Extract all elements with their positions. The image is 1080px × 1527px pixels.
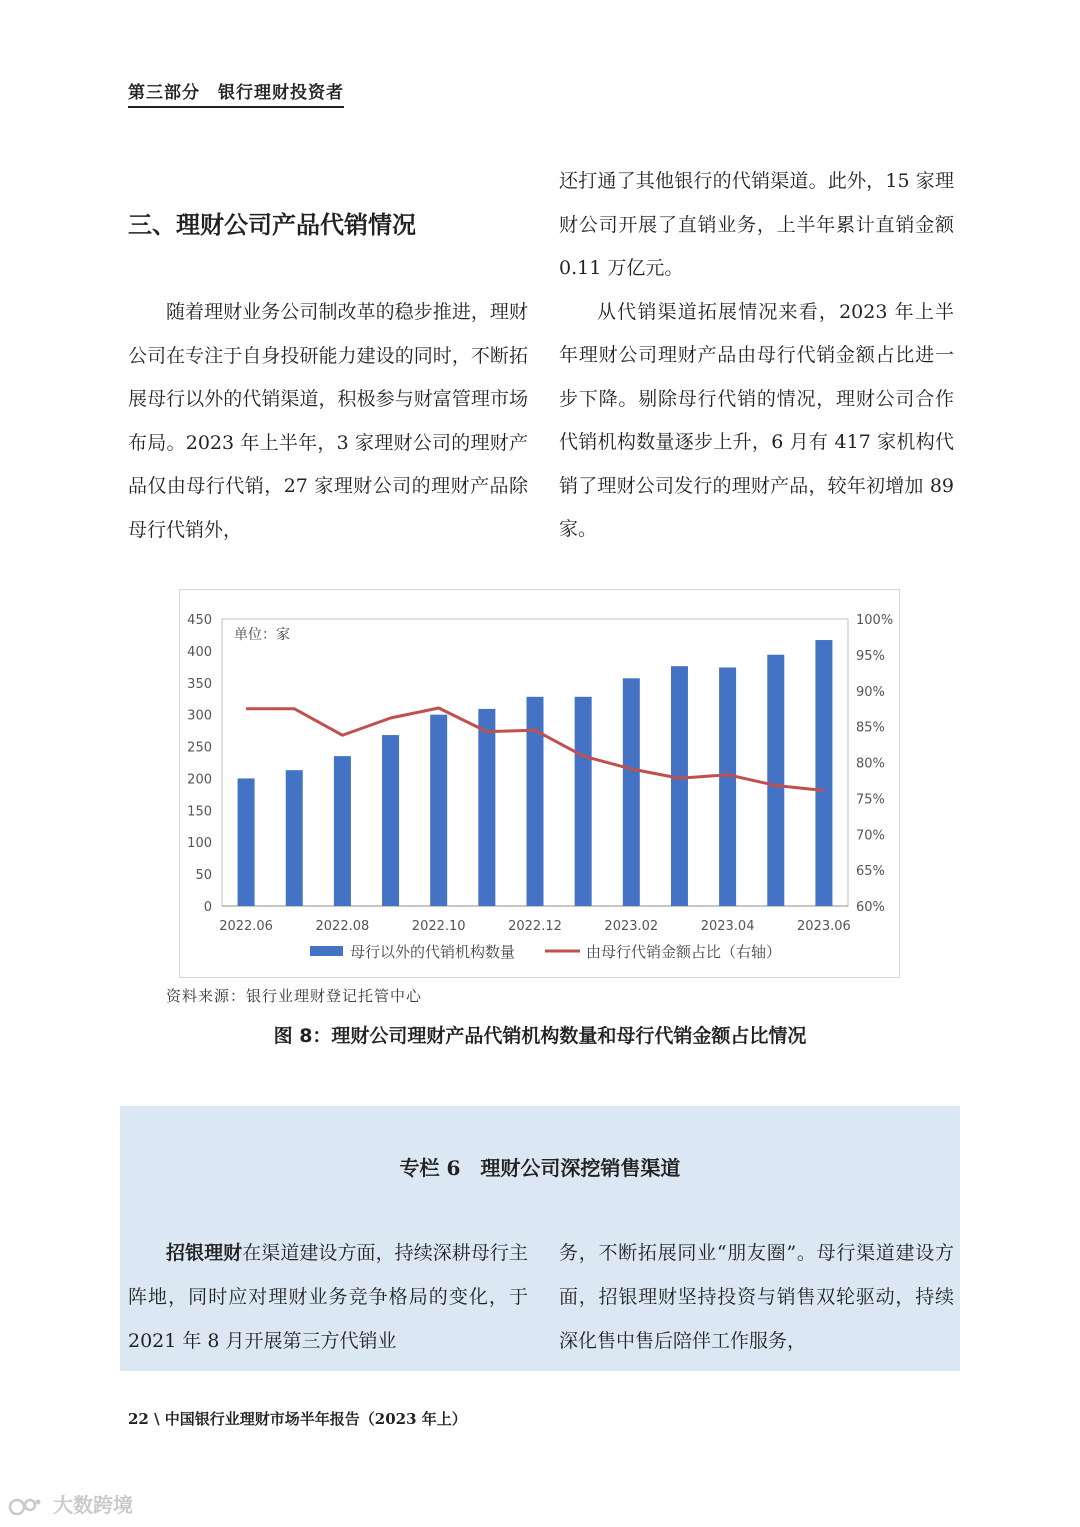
boxed-title: 专栏 6 理财公司深挖销售渠道 bbox=[399, 1156, 681, 1180]
legend-bar-swatch bbox=[310, 946, 343, 956]
bar-2023.01 bbox=[575, 697, 592, 906]
bar-2022.09 bbox=[382, 735, 399, 906]
right-tick-label: 95% bbox=[856, 648, 885, 664]
boxed-lead-bold: 招银理财 bbox=[166, 1242, 243, 1264]
left-tick-label: 100 bbox=[187, 836, 212, 852]
right-tick-label: 85% bbox=[856, 720, 885, 736]
x-tick-label: 2023.06 bbox=[797, 919, 851, 934]
watermark-text: 大数跨境 bbox=[52, 1493, 133, 1517]
bar-2022.10 bbox=[430, 715, 447, 906]
bar-2023.06 bbox=[815, 640, 832, 906]
figure-caption: 图 8：理财公司理财产品代销机构数量和母行代销金额占比情况 bbox=[273, 1025, 807, 1047]
legend bbox=[310, 943, 781, 961]
body-paragraph-continuation: 还打通了其他银行的代销渠道。此外，15 家理财公司开展了直销业务，上半年累计直销金额 0.11 万亿元。 bbox=[559, 170, 954, 279]
boxed-right-text: 务，不断拓展同业“朋友圈”。母行渠道建设方面，招银理财坚持投资与销售双轮驱动，持续深化售中售后陪伴工作服务， bbox=[559, 1242, 954, 1352]
right-tick-label: 70% bbox=[856, 828, 885, 844]
x-tick-label: 2022.06 bbox=[219, 919, 273, 934]
chart-container bbox=[179, 589, 900, 978]
bar-2023.04 bbox=[719, 667, 736, 906]
bar-series bbox=[238, 640, 833, 906]
left-tick-label: 50 bbox=[195, 868, 212, 884]
left-tick-label: 350 bbox=[187, 676, 212, 692]
page-footer: 22 \ 中国银行业理财市场半年报告（2023 年上） bbox=[128, 1410, 467, 1428]
left-tick-label: 250 bbox=[187, 740, 212, 756]
x-tick-label: 2023.02 bbox=[604, 919, 659, 934]
right-tick-label: 90% bbox=[856, 684, 885, 700]
left-tick-label: 300 bbox=[187, 708, 212, 724]
right-axis-ticks bbox=[856, 613, 893, 915]
x-tick-label: 2022.12 bbox=[508, 919, 562, 934]
bar-2023.05 bbox=[767, 655, 784, 906]
body-paragraph-1: 随着理财业务公司制改革的稳步推进，理财公司在专注于自身投研能力建设的同时，不断拓展母行以外的代销渠道，积极参与财富管理市场布局。2023 年上半年，3 家理财公司的理财产品仅由母行代销，27 家理财公司的理财产品除母行代销外， bbox=[128, 301, 528, 541]
right-tick-label: 75% bbox=[856, 792, 885, 808]
left-tick-label: 400 bbox=[187, 644, 212, 660]
source-note: 资料来源：银行业理财登记托管中心 bbox=[166, 987, 423, 1005]
left-tick-label: 200 bbox=[187, 772, 212, 788]
body-paragraph-2: 从代销渠道拓展情况来看，2023 年上半年理财公司理财产品由母行代销金额占比进一步下降。剔除母行代销的情况，理财公司合作代销机构数量逐步上升，6 月有 417 家机构代销了理财公司发行的理财产品，较年初增加 89 家。 bbox=[559, 300, 954, 540]
running-header: 第三部分 银行理财投资者 bbox=[128, 78, 344, 108]
left-tick-label: 0 bbox=[203, 900, 212, 915]
legend-line-label: 由母行代销金额占比（右轴） bbox=[586, 943, 782, 961]
section-heading: 三、理财公司产品代销情况 bbox=[128, 211, 416, 239]
right-tick-label: 80% bbox=[856, 756, 885, 772]
x-tick-label: 2023.04 bbox=[700, 919, 755, 934]
combo-chart bbox=[180, 590, 899, 977]
watermark bbox=[8, 1489, 133, 1518]
right-column bbox=[559, 160, 954, 552]
bar-2023.03 bbox=[671, 666, 688, 906]
left-column bbox=[128, 291, 528, 552]
left-tick-label: 450 bbox=[187, 613, 212, 628]
bar-2022.06 bbox=[238, 778, 255, 906]
boxed-right-column bbox=[559, 1231, 954, 1363]
legend-bar-label: 母行以外的代销机构数量 bbox=[350, 943, 516, 961]
right-tick-label: 100% bbox=[856, 613, 894, 628]
watermark-logo-icon bbox=[8, 1496, 42, 1518]
boxed-left-text: 在渠道建设方面，持续深耕母行主阵地，同时应对理财业务竞争格局的变化，于 2021 年 8 月开展第三方代销业 bbox=[128, 1242, 528, 1352]
x-tick-label: 2022.10 bbox=[411, 919, 466, 934]
right-tick-label: 65% bbox=[856, 864, 885, 880]
bar-2022.07 bbox=[286, 770, 303, 906]
bar-2022.11 bbox=[478, 709, 495, 906]
boxed-left-column bbox=[128, 1231, 528, 1363]
right-tick-label: 60% bbox=[856, 900, 885, 915]
bar-2023.02 bbox=[623, 678, 640, 906]
boxed-paragraph bbox=[128, 1231, 528, 1363]
x-tick-label: 2022.08 bbox=[315, 919, 370, 934]
unit-label: 单位：家 bbox=[234, 627, 290, 643]
x-axis-labels bbox=[219, 919, 851, 934]
left-axis-ticks bbox=[187, 613, 212, 915]
bar-2022.12 bbox=[527, 697, 544, 906]
bar-2022.08 bbox=[334, 756, 351, 906]
left-tick-label: 150 bbox=[187, 804, 212, 820]
boxed-panel bbox=[120, 1106, 960, 1371]
